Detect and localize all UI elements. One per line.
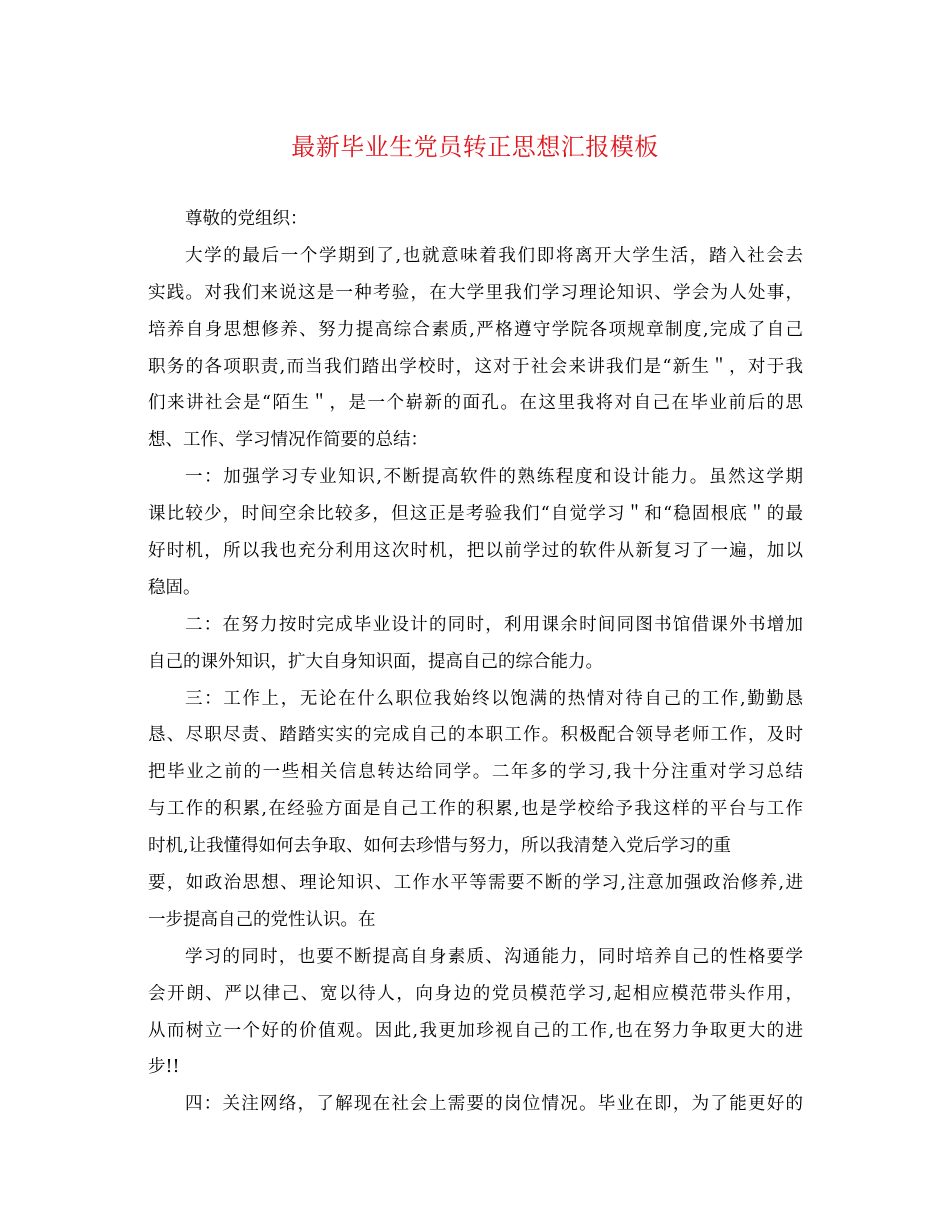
text-line: 从而树立一个好的价值观。因此,我更加珍视自己的工作,也在努力争取更大的进 (148, 1020, 803, 1041)
text-line: 培养自身思想修养、努力提高综合素质,严格遵守学院各项规章制度,完成了自己 (148, 319, 803, 340)
text-line: 四：关注网络，了解现在社会上需要的岗位情况。毕业在即，为了能更好的 (185, 1094, 803, 1115)
text-line: 尊敬的党组织： (185, 209, 308, 229)
text-line: 实践。对我们来说这是一种考验，在大学里我们学习理论知识、学会为人处事， (148, 282, 803, 303)
text-line: 要，如政治思想、理论知识、工作水平等需要不断的学习,注意加强政治修养,进 (148, 873, 803, 894)
text-line: 课比较少，时间空余比较多，但这正是考验我们“自觉学习＂和“稳固根底＂的最 (148, 504, 803, 525)
text-line: 恳、尽职尽责、踏踏实实的完成自己的本职工作。积极配合领导老师工作，及时 (148, 725, 803, 746)
text-line: 大学的最后一个学期到了,也就意味着我们即将离开大学生活，踏入社会去 (185, 245, 803, 266)
text-line: 一：加强学习专业知识,不断提高软件的熟练程度和设计能力。虽然这学期 (185, 467, 803, 488)
text-line: 二：在努力按时完成毕业设计的同时，利用课余时间同图书馆借课外书增加 (185, 614, 803, 635)
text-line: 学习的同时，也要不断提高自身素质、沟通能力，同时培养自己的性格要学 (185, 946, 803, 967)
text-line: 时机,让我懂得如何去争取、如何去珍惜与努力，所以我清楚入党后学习的重 (148, 836, 732, 857)
text-line: 一步提高自己的党性认识。在 (148, 909, 376, 930)
text-line: 稳固。 (148, 577, 201, 598)
document-title: 最新毕业生党员转正思想汇报模板 (291, 133, 659, 161)
text-line: 自己的课外知识，扩大自身知识面，提高自己的综合能力。 (148, 651, 603, 672)
document-body (148, 201, 803, 1123)
text-line: 职务的各项职责,而当我们踏出学校时，这对于社会来讲我们是“新生＂，对于我 (148, 356, 803, 377)
text-line: 步!! (148, 1057, 180, 1078)
text-line: 会开朗、严以律己、宽以待人，向身边的党员模范学习,起相应模范带头作用， (148, 983, 803, 1004)
text-line: 三：工作上，无论在什么职位我始终以饱满的热情对待自己的工作,勤勤恳 (185, 688, 803, 709)
text-line: 好时机，所以我也充分利用这次时机，把以前学过的软件从新复习了一遍，加以 (148, 541, 803, 562)
text-line: 们来讲社会是“陌生＂，是一个崭新的面孔。在这里我将对自己在毕业前后的思 (148, 393, 803, 414)
text-line: 与工作的积累,在经验方面是自己工作的积累,也是学校给予我这样的平台与工作 (148, 799, 803, 820)
text-line: 把毕业之前的一些相关信息转达给同学。二年多的学习,我十分注重对学习总结 (148, 762, 803, 783)
text-line: 想、工作、学习情况作简要的总结： (148, 430, 428, 451)
